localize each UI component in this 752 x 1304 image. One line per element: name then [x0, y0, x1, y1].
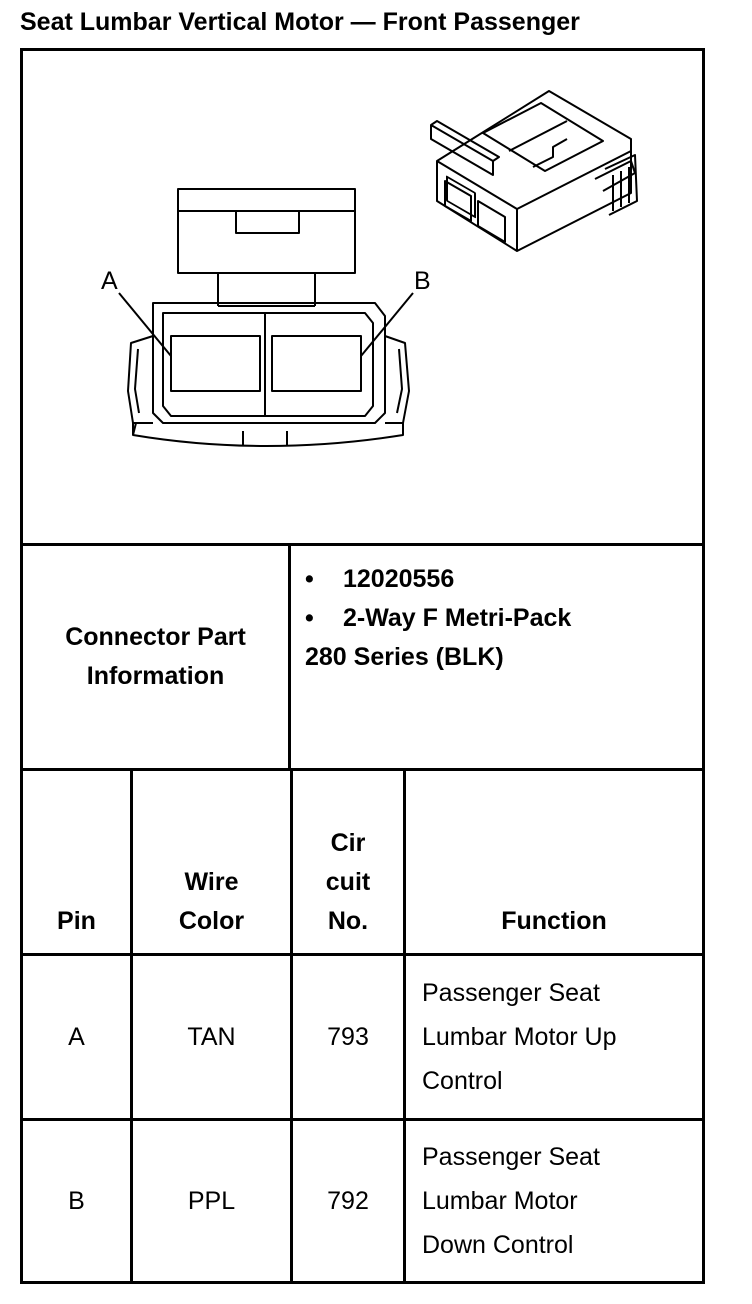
connector-illustration [23, 51, 702, 543]
header-circuit-no: Cir cuit No. [325, 829, 371, 935]
row-b-circuit: 792 [327, 1186, 369, 1215]
cavity-b [272, 336, 361, 391]
connector-diagram [23, 51, 702, 543]
connector-face-view [119, 189, 413, 446]
row-b-pin: B [68, 1186, 85, 1215]
row-b-wire-color: PPL [187, 1186, 236, 1215]
pin-b-callout: B [414, 267, 431, 295]
connector-part-label-line1: Connector Part [65, 623, 246, 651]
row-a-function: Passenger Seat Lumbar Motor Up Control [422, 979, 617, 1095]
cavity-a [171, 336, 260, 391]
connector-part-details [305, 560, 700, 677]
bullet-icon: • [305, 565, 314, 593]
connector-series: 280 Series (BLK) [305, 643, 504, 671]
row-a-pin: A [68, 1022, 85, 1051]
connector-isometric-view [431, 91, 637, 251]
row-b-function: Passenger Seat Lumbar Motor Down Control [422, 1143, 600, 1259]
row-a-wire-color: TAN [187, 1022, 236, 1051]
header-wire-color: Wire Color [178, 868, 245, 935]
page-title: Seat Lumbar Vertical Motor — Front Passenger [20, 8, 580, 36]
header-pin: Pin [57, 907, 96, 935]
divider [288, 543, 291, 771]
connector-type: 2-Way F Metri-Pack [343, 604, 572, 632]
pin-a-callout: A [101, 267, 118, 295]
header-function: Function [501, 907, 607, 935]
row-a-circuit: 793 [327, 1022, 369, 1051]
connector-part-label [23, 546, 288, 768]
list-item [305, 599, 700, 638]
part-number: 12020556 [343, 565, 455, 593]
bullet-icon: • [305, 604, 314, 632]
connector-part-label-line2: Information [86, 662, 225, 690]
list-item [305, 560, 700, 599]
